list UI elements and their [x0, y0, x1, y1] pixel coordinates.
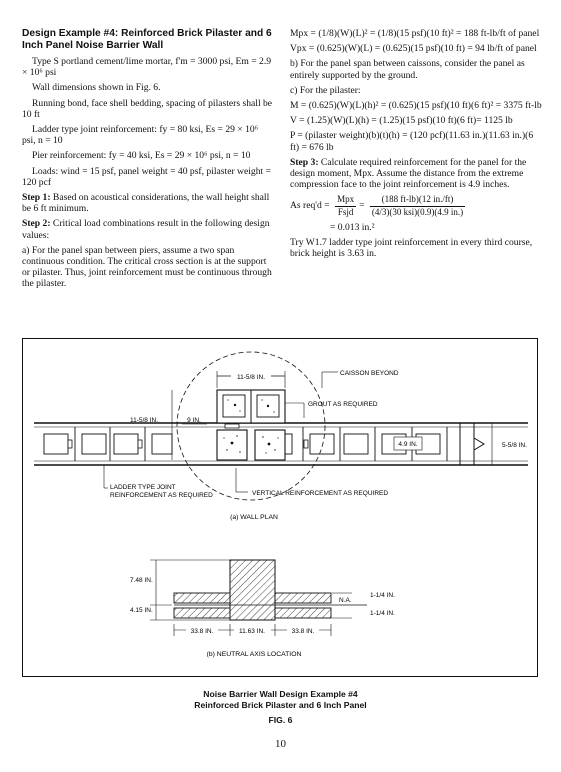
- flange-right-top: [275, 593, 331, 603]
- wall-end: [460, 423, 484, 465]
- dimensions-paragraph: Wall dimensions shown in Fig. 6.: [32, 82, 161, 94]
- area-equation: As req'd = $\frac{\text{Mpx}}{\text{Fsjd}}$ = $\frac{(188 ft-lb)(12 in./ft)}{\text{(4/3)(30 ksi)(0.9)(4.9 in.)}}$: [290, 194, 464, 217]
- dim-wall-thickness: 5-5/8 IN.: [502, 442, 527, 449]
- step1-label: Step 1:: [22, 192, 51, 204]
- ladder-label-line2: REINFORCEMENT AS REQUIRED: [110, 492, 213, 499]
- wall-plan-caption: (a) WALL PLAN: [230, 514, 278, 521]
- caisson-span-paragraph: b) For the panel span between caissons, consider the panel as entirely supported by the ground.: [290, 58, 525, 81]
- moment-equation: Mpx = (1/8)(W)(L)² = (1/8)(15 psf)(10 ft)² = 188 ft-lb/ft of panel: [290, 28, 540, 39]
- fraction-symbolic: [335, 194, 356, 217]
- vertical-reinforcement-label: VERTICAL REINFORCEMENT AS REQUIRED: [252, 490, 389, 497]
- loads-paragraph: Loads: wind = 15 psf, panel weight = 40 psf, pilaster weight = 120 pcf: [22, 165, 271, 188]
- step2-label: Step 2:: [22, 218, 51, 230]
- fraction-den-1: Fsjd: [337, 206, 354, 217]
- fraction-den-2: (4/3)(30 ksi)(0.9)(4.9 in.): [371, 206, 464, 217]
- step1-text: Based on acoustical considerations, the wall height shall be 6 ft minimum.: [22, 192, 270, 215]
- dim-4-15in: 4.15 IN.: [130, 607, 153, 614]
- panel-span-paragraph: a) For the panel span between piers, assume a two span continuous condition. The critical cross section is at the support or pilaster. Thus, joint reinforcement must be continuous through the pilaster.: [22, 244, 272, 290]
- fraction-numeric: [370, 194, 465, 217]
- area-lhs: As req'd =: [290, 200, 330, 212]
- step3-label: Step 3:: [290, 156, 319, 168]
- right-column: [290, 28, 542, 263]
- fraction-num-1: Mpx: [335, 194, 356, 206]
- grout-label: GROUT AS REQUIRED: [308, 401, 378, 408]
- bond-paragraph: Running bond, face shell bedding, spacing of pilasters shall be 10 ft: [22, 97, 273, 120]
- dim-pilaster-depth: 11-5/8 IN.: [129, 417, 159, 424]
- dim-flange-top: 1-1/4 IN.: [370, 592, 395, 599]
- area-result: = 0.013 in.²: [330, 221, 375, 233]
- dim-7-48in: 7.48 IN.: [130, 577, 153, 584]
- pilaster-shear-equation: V = (1.25)(W)(L)(h) = (1.25)(15 psf)(10 ft)(6 ft)= 1125 lb: [290, 115, 513, 127]
- step1-paragraph: [22, 192, 274, 214]
- pilaster-grout-right: [255, 430, 285, 460]
- dim-33-8-right: 33.8 IN.: [291, 628, 315, 635]
- wall-plan: [34, 352, 528, 521]
- step3-text: Calculate required reinforcement for the panel for the design moment, Mpx. Assume the distance from the extreme compression face to the joint reinforcement is 4.9 inches.: [290, 156, 527, 191]
- flange-left-top: [174, 593, 230, 603]
- dim-11-63: 11.63 IN.: [239, 628, 265, 635]
- caisson-label: CAISSON BEYOND: [340, 370, 399, 377]
- neutral-axis-section: [130, 560, 395, 658]
- pilaster-section: [230, 560, 275, 620]
- step2-text: Critical load combinations result in the following design values:: [22, 218, 270, 241]
- example-title: Design Example #4: Reinforced Brick Pilaster and 6 Inch Panel Noise Barrier Wall: [22, 28, 272, 51]
- pilaster-moment-equation: M = (0.625)(W)(L)(h)² = (0.625)(15 psf)(10 ft)(6 ft)² = 3375 ft-lb: [290, 100, 542, 112]
- dim-flange-bottom: 1-1/4 IN.: [370, 610, 395, 617]
- dim-33-8-left: 33.8 IN.: [190, 628, 214, 635]
- figure-number: FIG. 6: [268, 715, 293, 725]
- neutral-axis-caption: (b) NEUTRAL AXIS LOCATION: [206, 651, 302, 658]
- pilaster-heading: c) For the pilaster:: [290, 84, 361, 96]
- fraction-num-2: (188 ft-lb)(12 in./ft): [370, 194, 465, 206]
- na-label: N.A.: [339, 597, 352, 604]
- pilaster-weight-equation: P = (pilaster weight)(b)(t)(h) = (120 pcf)(11.63 in.)(11.63 in.)(6 ft) = 676 lb: [290, 130, 534, 153]
- pilaster-grout-left: [217, 430, 247, 460]
- dim-9in: 9 IN.: [187, 417, 201, 424]
- page-number: 10: [275, 738, 286, 750]
- dim-4-9in: 4.9 IN.: [398, 441, 418, 448]
- step2-paragraph: [22, 218, 274, 240]
- try-reinforcement-paragraph: Try W1.7 ladder type joint reinforcement in every third course, brick height is 3.63 in.: [290, 237, 533, 260]
- mortar-paragraph: Type S portland cement/lime mortar, f'm = 3000 psi, Em = 2.9 × 10⁶ psi: [22, 56, 272, 79]
- figure-frame: [23, 339, 538, 677]
- ladder-label-line1: LADDER TYPE JOINT: [110, 484, 176, 491]
- flange-left-bottom: [174, 608, 230, 618]
- figure-caption-line1: Noise Barrier Wall Design Example #4: [203, 689, 358, 699]
- left-column: [22, 28, 274, 294]
- flange-right-bottom: [275, 608, 331, 618]
- shear-equation: Vpx = (0.625)(W)(L) = (0.625)(15 psf)(10 ft) = 94 lb/ft of panel: [290, 43, 537, 55]
- joint-reinforcement-paragraph: Ladder type joint reinforcement: fy = 80 ksi, Es = 29 × 10⁶ psi, n = 10: [22, 124, 259, 147]
- step3-paragraph: [290, 157, 542, 191]
- dim-pilaster-width: 11-5/8 IN.: [236, 374, 266, 381]
- figure-6-drawing: [22, 338, 538, 677]
- figure-caption-line2: Reinforced Brick Pilaster and 6 Inch Panel: [194, 700, 367, 710]
- pier-reinforcement-paragraph: Pier reinforcement: fy = 40 ksi, Es = 29 × 10⁶ psi, n = 10: [32, 150, 251, 162]
